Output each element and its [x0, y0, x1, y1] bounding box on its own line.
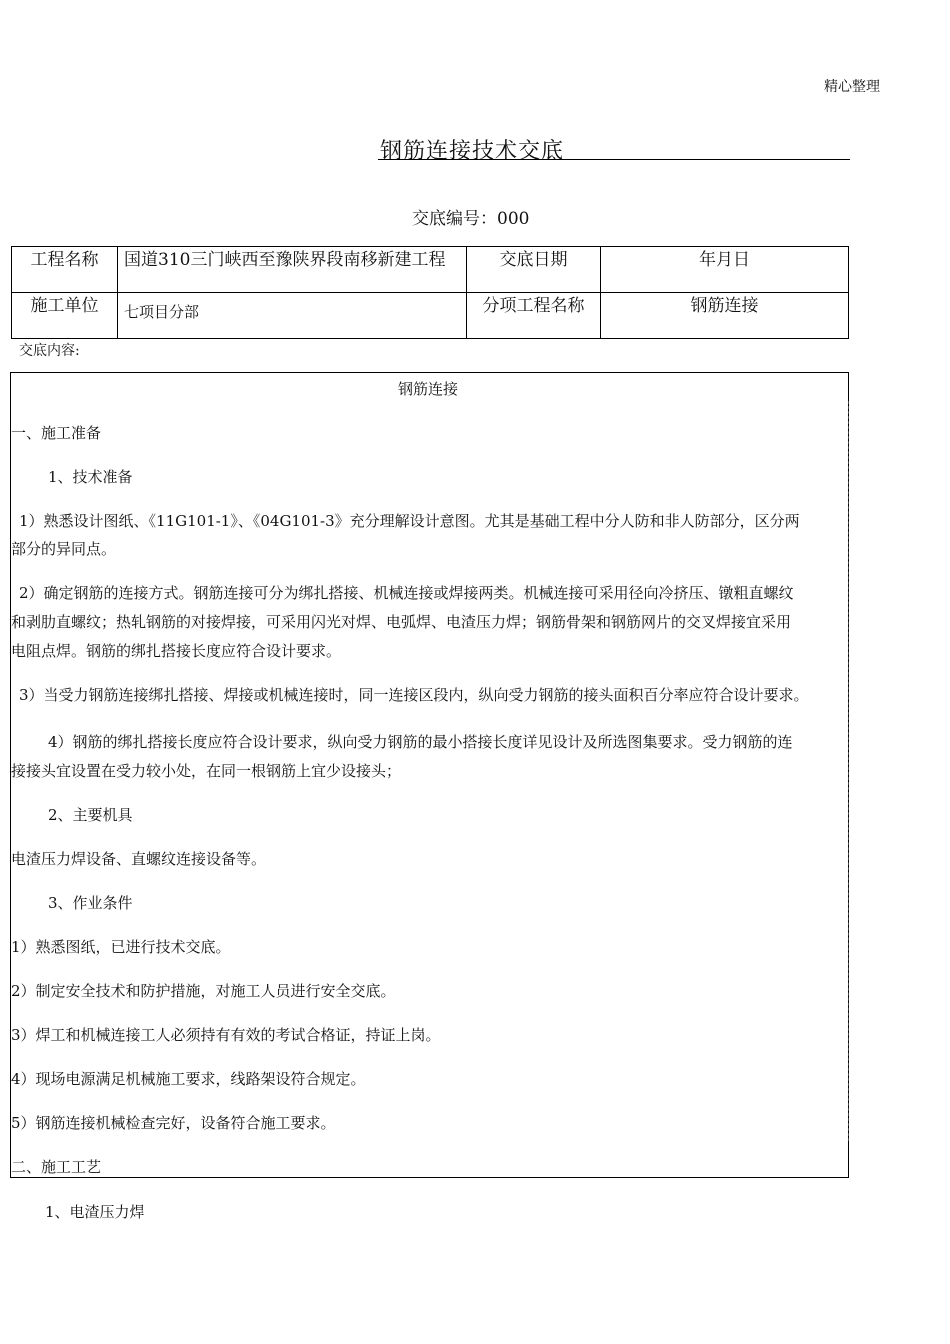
- subheading-equipment: 2、主要机具: [48, 806, 133, 824]
- cell-subproject-value: [601, 293, 849, 339]
- paragraph-2-line-2: 和剥肋直螺纹；热轧钢筋的对接焊接，可采用闪光对焊、电弧焊、电渣压力焊；钢筋骨架和钢筋网片的交叉焊接宜采用: [11, 613, 792, 631]
- condition-4: 4）现场电源满足机械施工要求，线路架设符合规定。: [11, 1070, 366, 1088]
- cell-project-name-label: [12, 247, 118, 293]
- paragraph-4-line-1: 4）钢筋的绑扎搭接长度应符合设计要求，纵向受力钢筋的最小搭接长度详见设计及所选图集要求。受力钢筋的连: [48, 733, 793, 751]
- paragraph-2-line-3: 电阻点焊。钢筋的绑扎搭接长度应符合设计要求。: [11, 642, 342, 660]
- cell-date-label: [467, 247, 601, 293]
- cell-date-value: [601, 247, 849, 293]
- paragraph-2-line-1: 2）确定钢筋的连接方式。钢筋连接可分为绑扎搭接、机械连接或焊接两类。机械连接可采用径向冷挤压、镦粗直螺纹: [19, 584, 794, 602]
- content-heading: 钢筋连接: [398, 380, 459, 398]
- unit-label: 施工单位: [30, 296, 99, 316]
- document-number: 交底编号：000: [412, 209, 530, 229]
- date-label: 交底日期: [499, 250, 568, 270]
- project-info-table: [11, 246, 849, 339]
- subheading-electroslag: 1、电渣压力焊: [45, 1203, 145, 1221]
- title-underline: [378, 159, 850, 160]
- project-name-value: 国道310三门峡西至豫陕界段南移新建工程: [124, 250, 446, 270]
- header-note: 精心整理: [824, 79, 880, 95]
- right-dashed-rule: [847, 401, 849, 1141]
- project-name-label: 工程名称: [30, 250, 99, 270]
- paragraph-equipment: 电渣压力焊设备、直螺纹连接设备等。: [11, 850, 267, 868]
- unit-value: 七项目分部: [124, 303, 200, 321]
- info-row-2: [12, 293, 849, 339]
- date-value: 年月日: [699, 250, 750, 270]
- section-heading-preparation: 一、施工准备: [11, 424, 102, 442]
- subproject-label: 分项工程名称: [482, 296, 585, 316]
- content-label: 交底内容:: [19, 343, 80, 359]
- subproject-value: 钢筋连接: [690, 296, 759, 316]
- subheading-technical: 1、技术准备: [48, 468, 133, 486]
- paragraph-4-line-2: 接接头宜设置在受力较小处，在同一根钢筋上宜少设接头；: [11, 762, 402, 780]
- paragraph-1-line-1: 1）熟悉设计图纸、《11G101-1》、《04G101-3》充分理解设计意图。尤其是基础工程中分人防和非人防部分，区分两: [19, 512, 800, 530]
- cell-subproject-label: [467, 293, 601, 339]
- paragraph-3: 3）当受力钢筋连接绑扎搭接、焊接或机械连接时，同一连接区段内，纵向受力钢筋的接头面积百分率应符合设计要求。: [19, 686, 809, 704]
- subheading-conditions: 3、作业条件: [48, 894, 133, 912]
- condition-3: 3）焊工和机械连接工人必须持有有效的考试合格证，持证上岗。: [11, 1026, 441, 1044]
- document-title: 钢筋连接技术交底: [380, 139, 565, 164]
- paragraph-1-line-2: 部分的异同点。: [11, 540, 117, 558]
- cell-unit-label: [12, 293, 118, 339]
- info-row-1: [12, 247, 849, 293]
- cell-unit-value: [118, 293, 467, 339]
- cell-project-name-value: [118, 247, 467, 293]
- condition-5: 5）钢筋连接机械检查完好，设备符合施工要求。: [11, 1114, 336, 1132]
- section-heading-process: 二、施工工艺: [11, 1158, 102, 1176]
- condition-1: 1）熟悉图纸，已进行技术交底。: [11, 938, 231, 956]
- condition-2: 2）制定安全技术和防护措施，对施工人员进行安全交底。: [11, 982, 396, 1000]
